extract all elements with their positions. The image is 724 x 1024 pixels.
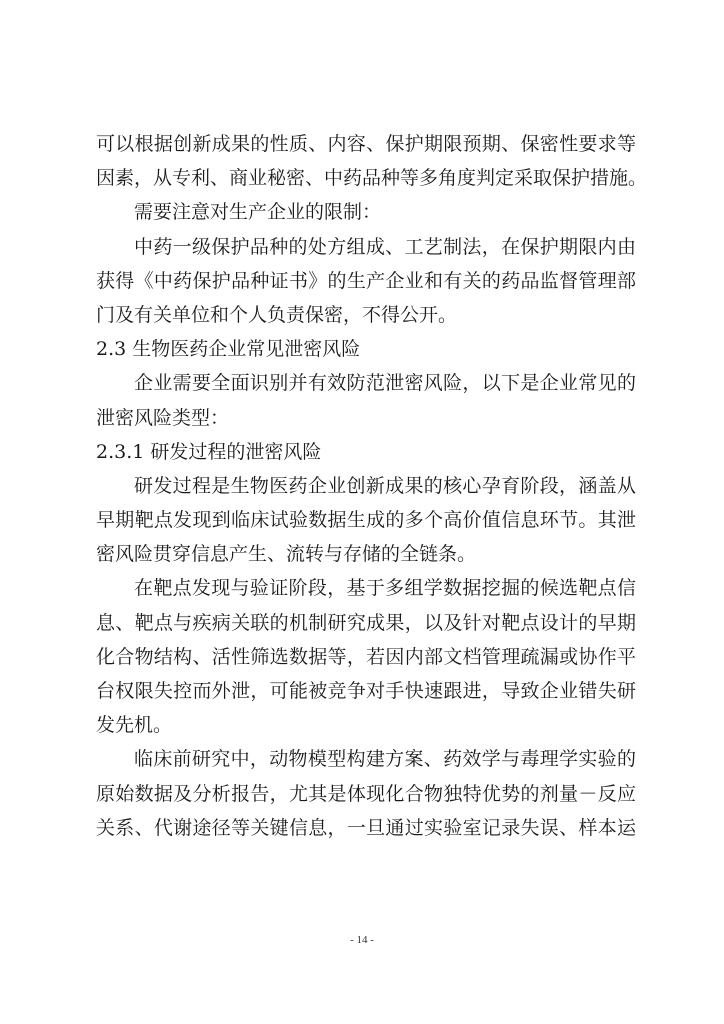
text-line-5: 获得《中药保护品种证书》的生产企业和有关的药品监督管理部 xyxy=(96,269,636,292)
text-line-6: 门及有关单位和个人负责保密，不得公开。 xyxy=(96,303,458,326)
text-line-15: 息、靶点与疾病关联的机制研究成果，以及针对靶点设计的早期 xyxy=(96,611,636,634)
text-line-17: 台权限失控而外泄，可能被竞争对手快速跟进，导致企业错失研 xyxy=(96,680,636,702)
text-line-12: 早期靶点发现到临床试验数据生成的多个高价值信息环节。其泄 xyxy=(96,509,636,532)
text-line-21: 关系、代谢途径等关键信息，一旦通过实验室记录失误、样本运 xyxy=(96,816,636,839)
page-number: - 14 - xyxy=(350,934,374,946)
text-line-13: 密风险贯穿信息产生、流转与存储的全链条。 xyxy=(96,543,477,566)
text-line-11: 研发过程是生物医药企业创新成果的核心孕育阶段，涵盖从 xyxy=(134,474,636,497)
text-line-9: 泄密风险类型： xyxy=(96,406,230,429)
text-line-19: 临床前研究中，动物模型构建方案、药效学与毒理学实验的 xyxy=(134,748,636,771)
text-line-18: 发先机。 xyxy=(96,714,173,737)
text-line-16: 化合物结构、活性筛选数据等，若因内部文档管理疏漏或协作平 xyxy=(96,645,636,668)
text-line-14: 在靶点发现与验证阶段，基于多组学数据挖掘的候选靶点信 xyxy=(134,577,636,600)
body-text xyxy=(96,127,648,845)
text-line-20: 原始数据及分析报告，尤其是体现化合物独特优势的剂量－反应 xyxy=(96,782,636,805)
text-line-3: 需要注意对生产企业的限制： xyxy=(134,201,382,224)
text-line-2: 因素，从专利、商业秘密、中药品种等多角度判定采取保护措施。 xyxy=(96,167,648,190)
section-heading-2-3: 2.3 生物医药企业常见泄密风险 xyxy=(96,338,361,361)
text-line-4: 中药一级保护品种的处方组成、工艺制法，在保护期限内由 xyxy=(134,235,636,258)
text-line-1: 可以根据创新成果的性质、内容、保护期限预期、保密性要求等 xyxy=(96,133,636,155)
text-line-8: 企业需要全面识别并有效防范泄密风险，以下是企业常见的 xyxy=(134,372,636,395)
section-heading-2-3-1: 2.3.1 研发过程的泄密风险 xyxy=(96,440,322,463)
